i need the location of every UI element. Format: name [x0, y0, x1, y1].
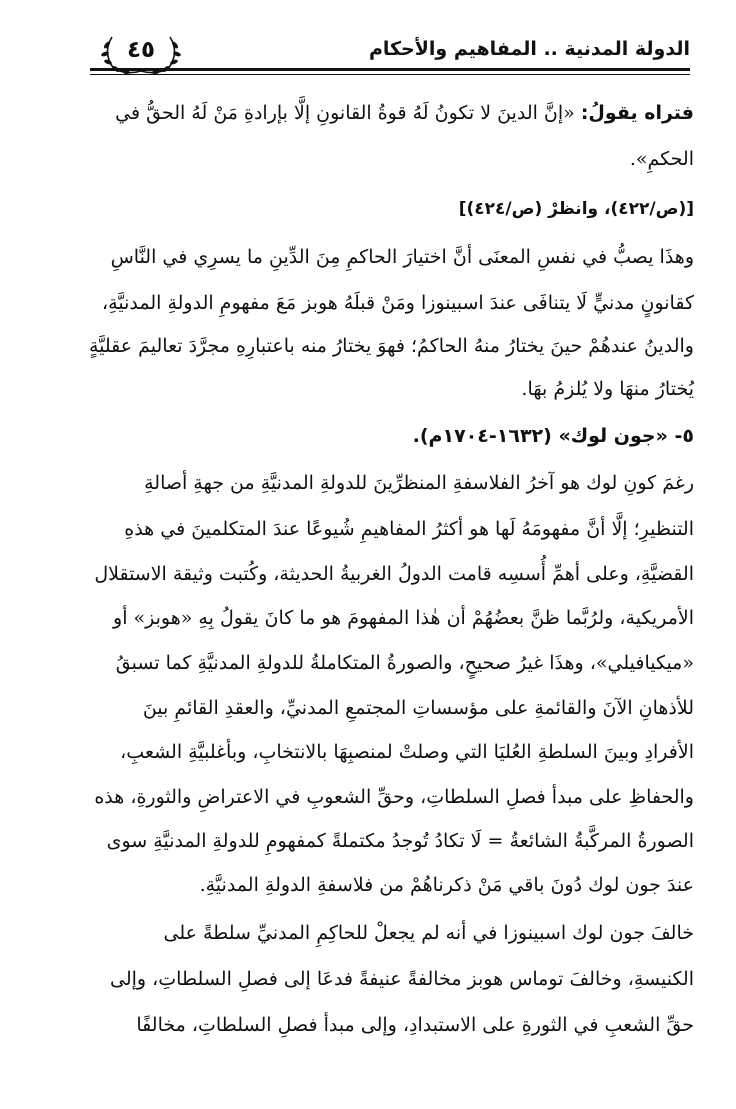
text-line: عندَ جون لوك دُونَ باقي مَنْ ذكرناهُمْ من فلاسفةِ الدولةِ المدنيَّةِ. — [199, 874, 694, 896]
text-line: للأذهانِ الآنَ والقائمةِ على مؤسساتِ المجتمعِ المدنيِّ، والعقدِ القائمِ بينَ — [142, 697, 694, 719]
text-line: «ميكيافيلي»، وهذَا غيرُ صحيحٍ، والصورةُ المتكاملةُ للدولةِ المدنيَّةِ كما تسبقُ — [115, 652, 694, 674]
text-line: القضيَّةِ، وعلى أهمِّ أُسسِه قامت الدولُ الغربيةُ الحديثة، وكُتبت وثيقة الاستقلال — [94, 563, 694, 585]
section-heading: ٥- «جون لوك» (١٦٣٢-١٧٠٤م). — [412, 425, 694, 447]
text-line: الحكمِ». — [629, 148, 694, 170]
speaker-label: فتراه يقولُ: — [580, 102, 694, 124]
reference-citation: [(ص/٤٢٢)، وانظرْ (ص/٤٢٤)] — [458, 199, 694, 219]
text-line: التنظيرِ؛ إلَّا أنَّ مفهومَهُ لَها هو أكثرُ المفاهيمِ شُيوعًا عندَ المتكلمينَ في هذهِ — [124, 518, 694, 540]
text-line: الأمريكية، ولرُبَّما ظنَّ بعضُهُمْ أن هٰذا المفهومَ هو ما كانَ يقولُ بِهِ «هوبز» أو — [113, 607, 694, 629]
text-line: الصورةُ المركَّبةُ الشائعةُ = لَا تكادُ تُوجدُ مكتملةً كمفهومِ للدولةِ المدنيَّةِ سوى — [106, 830, 694, 852]
text-line: وهذَا يصبُّ في نفسِ المعنَى أنَّ اختيارَ الحاكمِ مِنَ الدِّينِ ما يسرِي في النَّاسِ — [110, 246, 694, 268]
text-line: رغمَ كونِ لوك هو آخرُ الفلاسفةِ المنظرِّينَ للدولةِ المدنيَّةِ من جهةِ أصالةِ — [144, 472, 694, 494]
text-line: والدينُ عندهُمْ حينَ يختارُ منهُ الحاكمُ؛ فهوَ يختارُ منه باعتبارِهِ مجرَّدَ تعاليمَ عقليَّةٍ — [88, 335, 694, 357]
text-line: خالفَ جون لوك اسبينوزا في أنه لم يجعلْ للحاكِمِ المدنيِّ سلطةً على — [163, 922, 694, 944]
running-title: الدولة المدنية .. المفاهيم والأحكام — [368, 38, 690, 60]
page-number: ٤٥ — [126, 37, 156, 63]
text-line: والحفاظِ على مبدأ فصلِ السلطاتِ، وحقِّ الشعوبِ في الاعتراضِ والثورةِ، هذه — [94, 786, 694, 808]
quote-text: «إنَّ الدينَ لا تكونُ لَهُ قوةُ القانونِ إلَّا بإرادةِ مَنْ لَهُ الحقُّ في — [115, 102, 575, 124]
text-line: حقِّ الشعبِ في الثورةِ على الاستبدادِ، وإلى مبدأ فصلِ السلطاتِ، مخالفًا — [136, 1014, 694, 1036]
text-line — [115, 100, 694, 126]
text-line: يُختارُ منهَا ولا يُلزمُ بهَا. — [521, 378, 694, 400]
text-line: كقانونٍ مدنيٍّ لَا يتنافَى عندَ اسبينوزا ومَنْ قبلَهُ هوبز مَعَ مفهومِ الدولةِ المدنيَّةِ، — [102, 292, 694, 314]
page-number-ornament — [98, 31, 184, 75]
text-line: الكنيسةِ، وخالفَ توماس هوبز مخالفةً عنيفةً فدعَا إلى فصلِ السلطاتِ، وإلى — [110, 968, 694, 990]
text-line: الأفرادِ وبينَ السلطةِ العُليَا التي وصلتْ لمنصبِهَا بالانتخابِ، وبأغلبيَّةِ الشعبِ، — [120, 741, 694, 763]
